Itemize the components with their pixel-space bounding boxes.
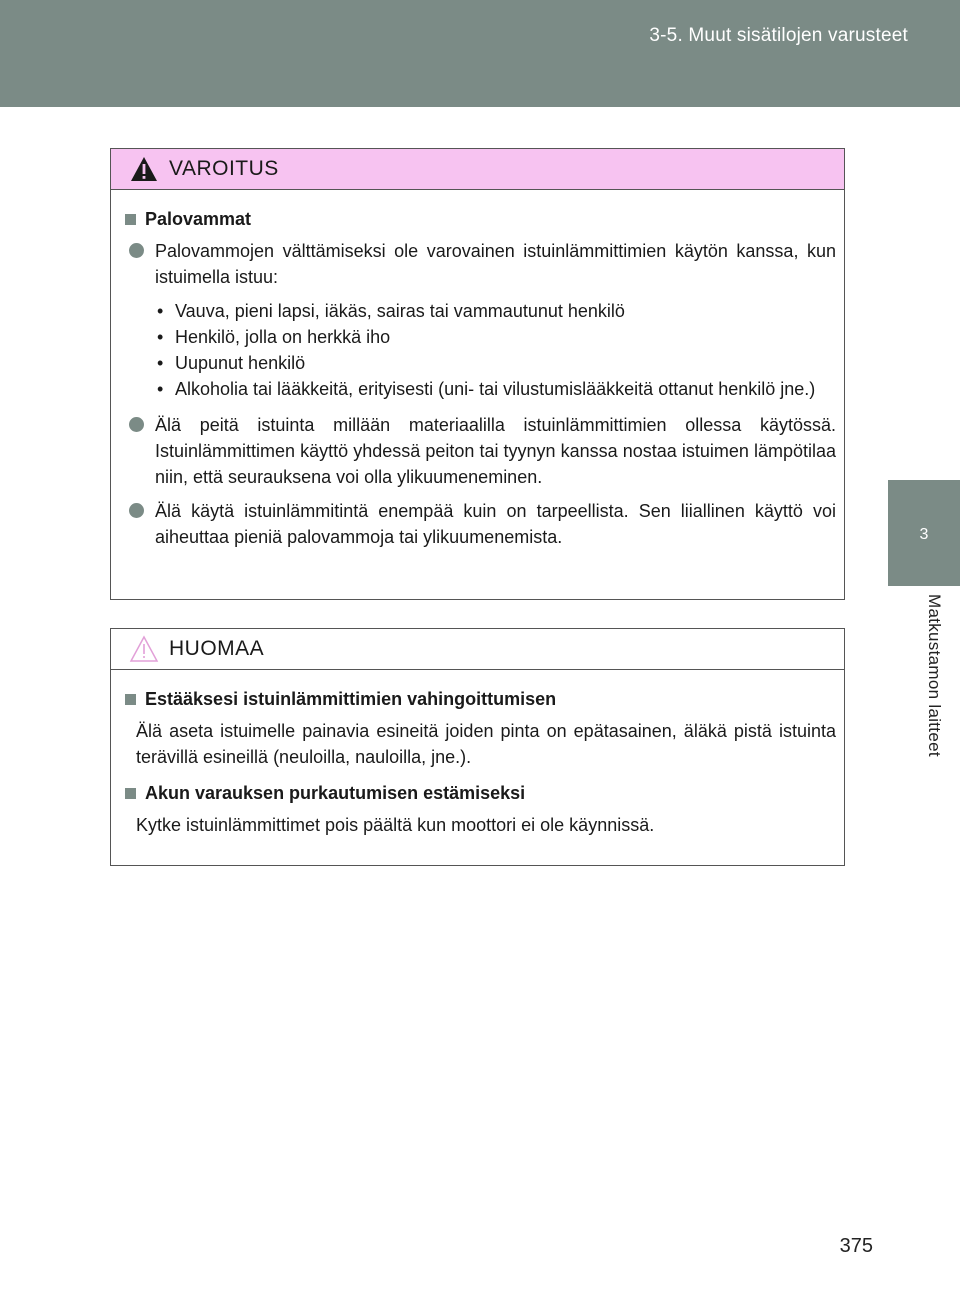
sub-list-item-text: Uupunut henkilö (175, 353, 306, 373)
sub-list-item (149, 298, 836, 324)
header-band (0, 0, 960, 107)
section-heading (125, 206, 836, 232)
circle-bullet-icon (129, 417, 144, 432)
square-bullet-icon (125, 694, 136, 705)
warning-triangle-icon (129, 155, 159, 183)
circle-bullet-icon (129, 503, 144, 518)
notice-triangle-icon (129, 635, 159, 663)
warning-header (111, 149, 844, 190)
notice-header (111, 629, 844, 670)
sub-list-item (149, 350, 836, 376)
warning-title: VAROITUS (169, 157, 279, 180)
chapter-number: 3 (919, 526, 929, 543)
chapter-tab (888, 480, 960, 586)
dot-bullet-icon: • (157, 327, 164, 347)
notice-box (110, 628, 845, 866)
square-bullet-icon (125, 214, 136, 225)
page-number: 375 (839, 1235, 873, 1257)
dot-bullet-icon: • (157, 353, 164, 373)
sub-list-item-text: Alkoholia tai lääkkeitä, erityisesti (uni- tai vilustumislääkkeitä ottanut henkilö jne.) (175, 379, 816, 399)
sub-list-item-text: Henkilö, jolla on herkkä iho (175, 327, 391, 347)
bullet-text: Palovammojen välttämiseksi ole varovainen istuinlämmittimien käytön kanssa, kun istuimella istuu: (155, 241, 836, 287)
circle-bullet-icon (129, 243, 144, 258)
sub-list-item (149, 376, 836, 402)
chapter-side-label: Matkustamon laitteet (925, 594, 944, 757)
bullet-text: Älä peitä istuinta millään materiaalilla istuinlämmittimien ollessa käytössä. Istuinlämmittimen käyttö yhdessä peiton tai tyynyn kanssa nostaa istuimen lämpötilaa niin, että seurauksena voi olla ylikuumeneminen. (155, 415, 836, 487)
notice-title: HUOMAA (169, 637, 265, 660)
dot-bullet-icon: • (157, 301, 164, 321)
bullet-text: Älä käytä istuinlämmitintä enempää kuin on tarpeellista. Sen liiallinen käyttö voi aiheuttaa pieniä palovammoja tai ylikuumenemista. (155, 501, 836, 547)
square-bullet-icon (125, 788, 136, 799)
section-text: Kytke istuinlämmittimet pois päältä kun moottori ei ole käynnissä. (136, 815, 655, 835)
bullet-item (125, 498, 836, 550)
sub-list-item (149, 324, 836, 350)
bullet-item (125, 238, 836, 290)
bullet-item (125, 412, 836, 490)
section-heading-text: Palovammat (145, 209, 252, 229)
section-heading-text: Estääksesi istuinlämmittimien vahingoittumisen (145, 689, 557, 709)
section-heading (125, 686, 836, 712)
section-heading (125, 780, 836, 806)
sub-list-item-text: Vauva, pieni lapsi, iäkäs, sairas tai vammautunut henkilö (175, 301, 625, 321)
sub-list (125, 298, 836, 402)
warning-box (110, 148, 845, 600)
chapter-title: 3-5. Muut sisätilojen varusteet (649, 25, 908, 46)
section-heading-text: Akun varauksen purkautumisen estämiseksi (145, 783, 526, 803)
dot-bullet-icon: • (157, 379, 164, 399)
section-text: Älä aseta istuimelle painavia esineitä joiden pinta on epätasainen, äläkä pistä istuinta terävillä esineillä (neuloilla, nauloilla, jne.). (136, 721, 836, 767)
